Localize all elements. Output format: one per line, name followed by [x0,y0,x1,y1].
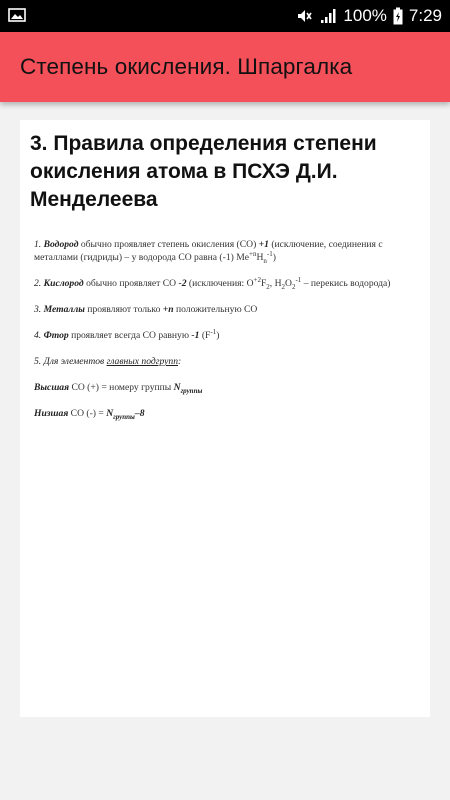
battery-text: 100% [343,6,387,25]
rule-lowest: Низшая СО (-) = $N_{группы}-8$ [34,408,145,421]
app-bar [0,32,450,102]
rule-hydrogen: 1. Водород обычно проявляет степень окисления (СО) +1 (исключение, соединения с металлами (гидриды) – у водорода СО равна (-1) $Me^{+n}H_n^{-1}$) [34,239,383,265]
content-card [20,120,430,717]
mute-icon [295,7,313,25]
status-bar [0,0,450,32]
rule-metals: 3. Металлы проявляют только +n положительную СО [34,304,258,315]
rule-fluorine: 4. Фтор проявляет всегда СО равную -1 $(F^{-1})$ [34,327,220,341]
clock: 7:29 [408,6,442,25]
app-title: Степень окисления. Шпаргалка [20,54,353,79]
status-right [295,4,442,28]
rules-list [34,238,426,433]
section-heading: 3. Правила определения степени окисления атома в ПСХЭ Д.И. Менделеева [30,132,377,211]
signal-icon [319,7,337,25]
rule-main-subgroups: 5. Для элементов главных подгрупп: [34,356,182,367]
battery-charging-icon [393,7,403,25]
image-icon [8,8,26,22]
rule-highest: Высшая СО (+) = номеру группы $N_{группы}$ [34,382,203,395]
rule-oxygen: 2. Кислород обычно проявляет СО -2 (исключения: $O^{+2}F_2$, $H_2O_2^{-1}$ – перекись водорода) [34,275,391,291]
